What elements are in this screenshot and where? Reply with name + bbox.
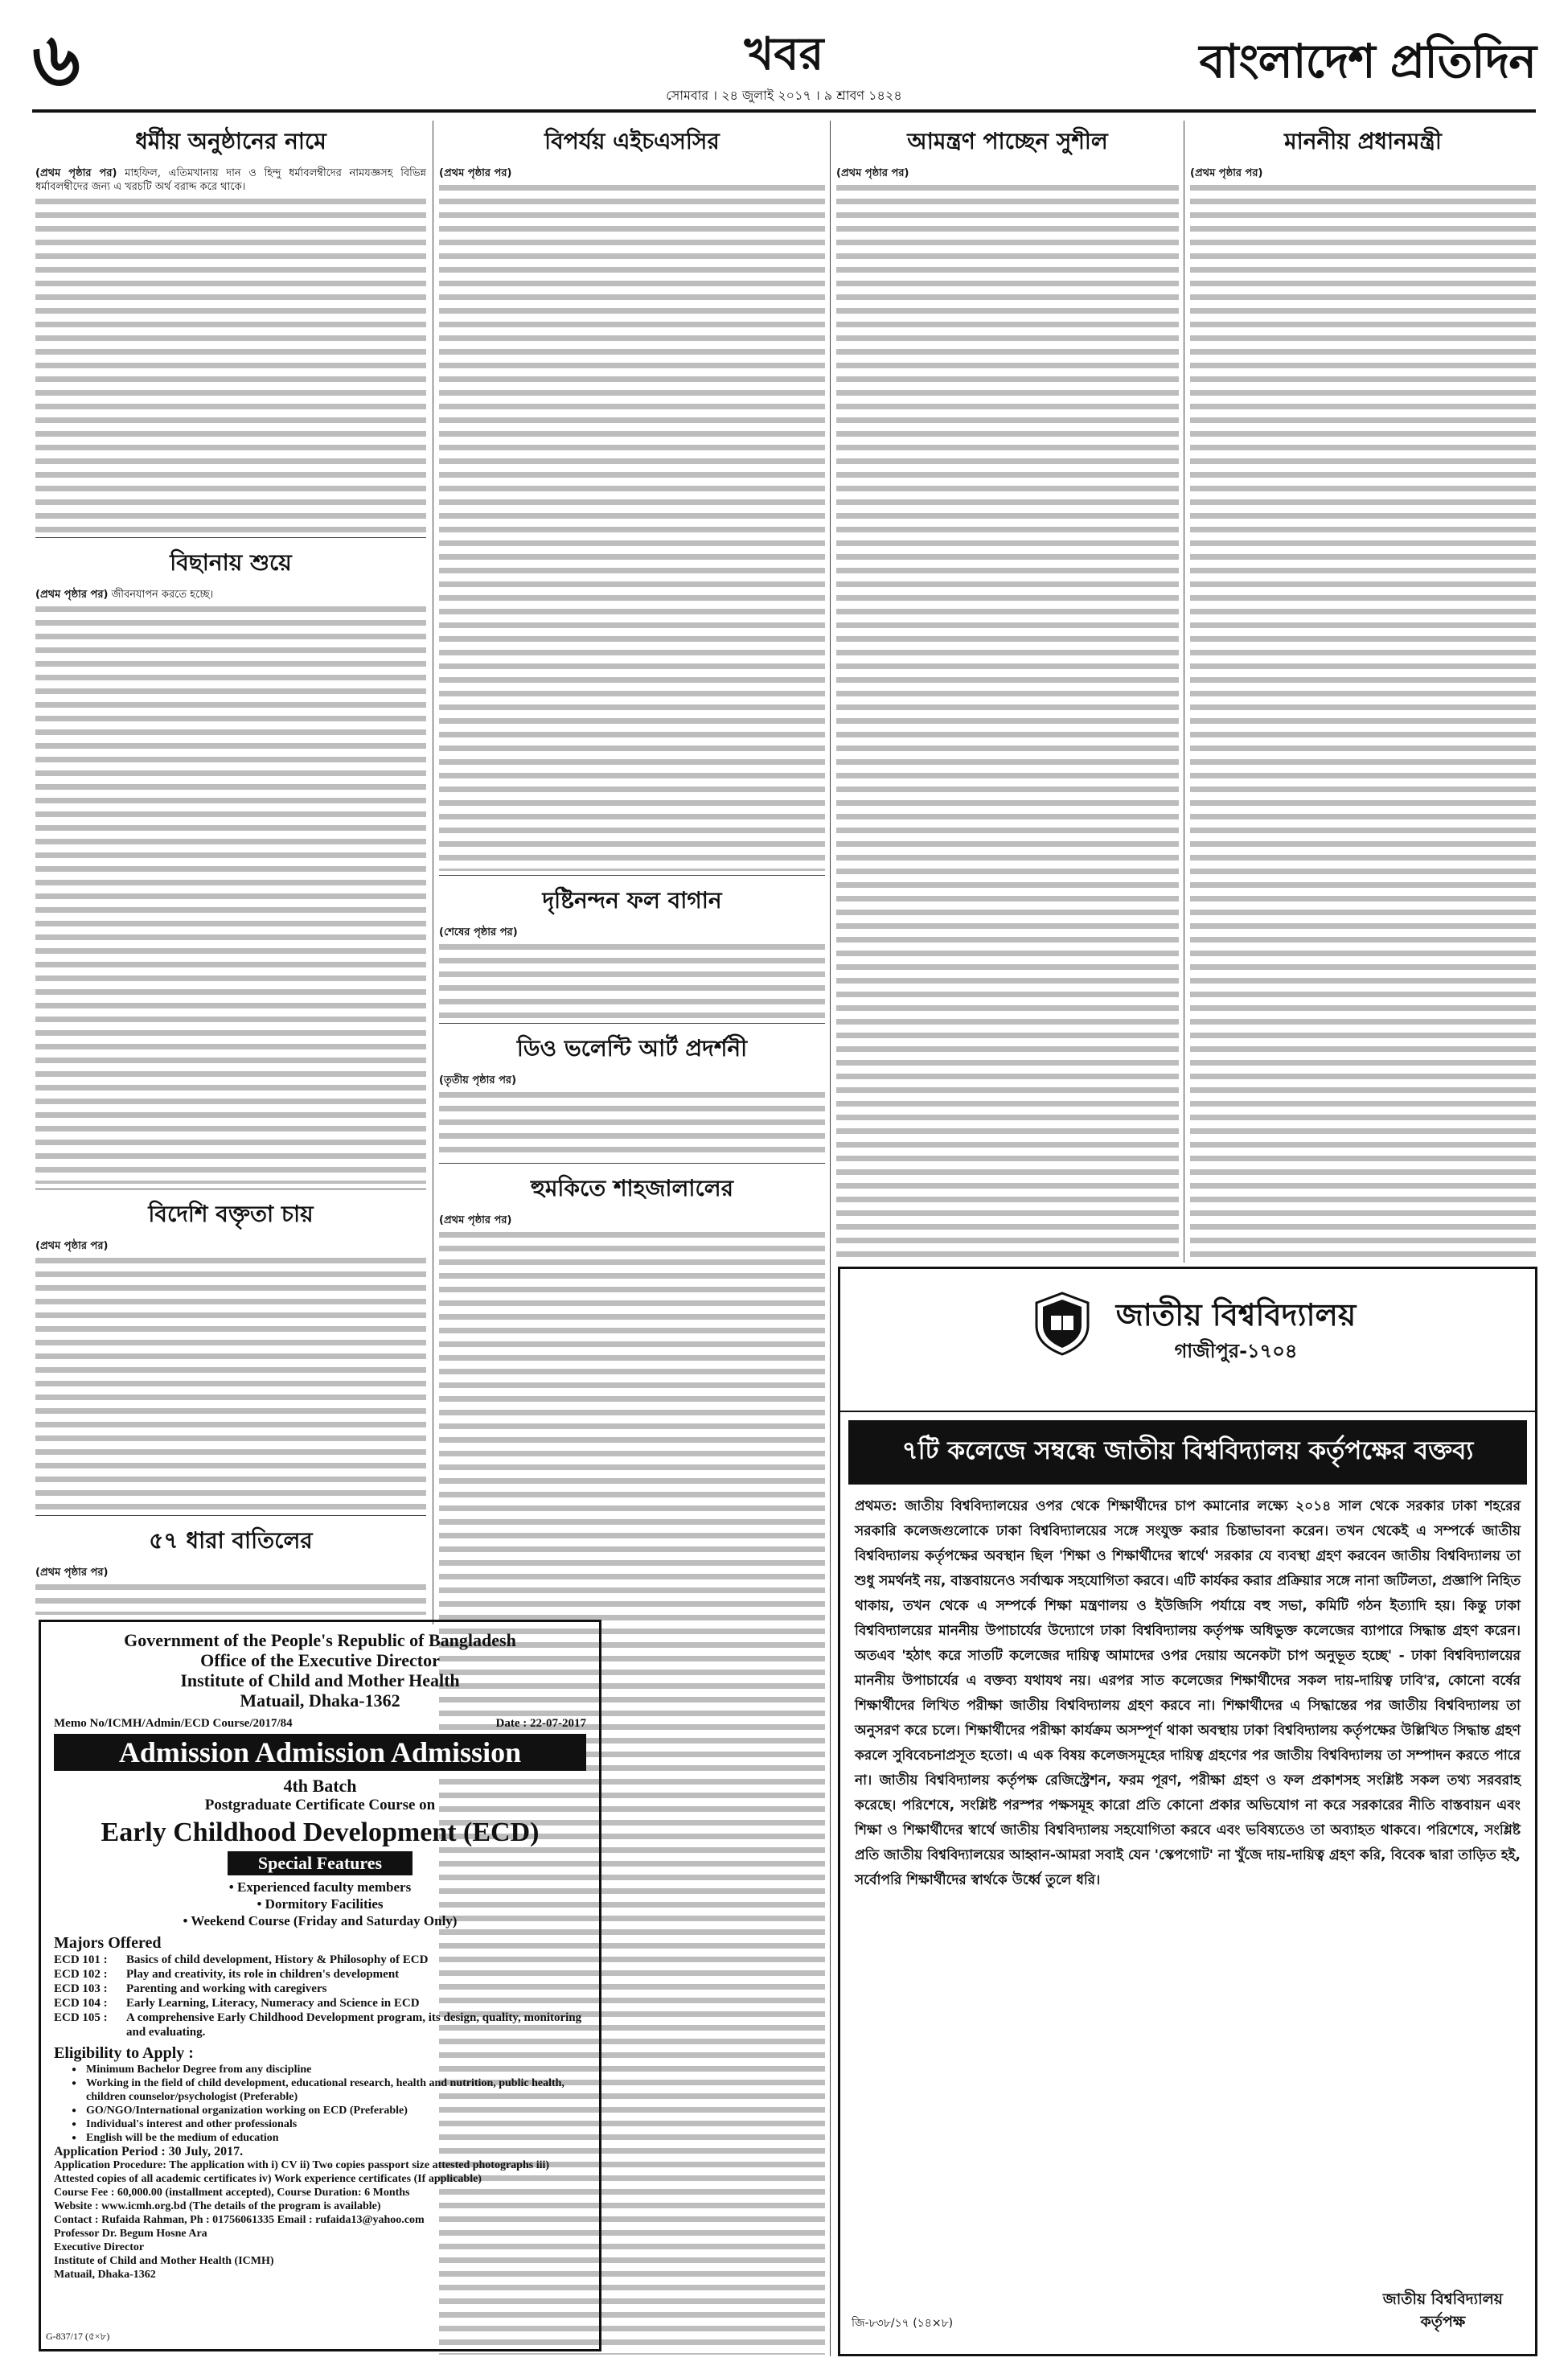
- headline: ডিও ভলেন্টি আর্ট প্রদর্শনী: [516, 1035, 748, 1062]
- ad-date: Date : 22-07-2017: [495, 1717, 586, 1730]
- ad-gov: Government of the People's Republic of Bangladesh: [124, 1630, 516, 1650]
- article-hsc: [439, 119, 825, 871]
- headline: হুমকিতে শাহজালালের: [530, 1175, 734, 1201]
- article-art: [439, 1026, 825, 1160]
- icmh-admission-ad: [39, 1620, 601, 2351]
- article-lead: (শেষের পৃষ্ঠার পর): [439, 926, 518, 939]
- article-lead: (প্রথম পৃষ্ঠার পর): [439, 1214, 512, 1226]
- article-lead: (প্রথম পৃষ্ঠার পর): [35, 1240, 109, 1252]
- body-text: [439, 1089, 825, 1160]
- newspaper-logo: বাংলাদেশ প্রতিদিন: [1199, 34, 1536, 88]
- ad-batch: 4th Batch: [283, 1776, 357, 1796]
- article-divider: [439, 1163, 825, 1164]
- ad-memo: Memo No/ICMH/Admin/ECD Course/2017/84: [54, 1717, 293, 1730]
- column-rule: [830, 121, 831, 2356]
- ad-program: Postgraduate Certificate Course on: [204, 1797, 436, 1813]
- university-location: গাজীপুর-১৭০৪: [1174, 1340, 1298, 1362]
- article-hospital: [35, 540, 426, 1184]
- article-lead: (প্রথম পৃষ্ঠার পর): [439, 167, 512, 179]
- ad-course: Early Childhood Development (ECD): [101, 1817, 540, 1847]
- university-name: জাতীয় বিশ্ববিদ্যালয়: [1115, 1297, 1357, 1333]
- body-text: [35, 603, 426, 1184]
- body-text: [439, 941, 825, 1020]
- ad-features-list: [54, 1879, 586, 1929]
- list-item: ● GO/NGO/International organization working on ECD (Preferable): [54, 2104, 586, 2117]
- article-intro: মাহফিল, এতিমখানায় দান ও হিন্দু ধর্মাবলম্বীদের নামযজ্ঞসহ বিভিন্ন ধর্মাবলম্বীদের জন্য এ খরচটি অর্থ বরাদ্দ করে থাকে।: [35, 167, 426, 193]
- list-item: ECD 101 : Basics of child development, History & Philosophy of ECD: [54, 1953, 429, 1966]
- article-lead: (প্রথম পৃষ্ঠার পর): [1190, 167, 1263, 179]
- issue-date: সোমবার । ২৪ জুলাই ২০১৭ । ৯ শ্রাবণ ১৪২৪: [666, 88, 902, 103]
- ad-special-features: Special Features: [228, 1851, 413, 1875]
- ad-website: Website : www.icmh.org.bd (The details of the program is available): [54, 2200, 381, 2212]
- notice-signature: জাতীয় বিশ্ববিদ্যালয় কর্তৃপক্ষ: [1382, 2290, 1503, 2331]
- notice-code: জি-৮৩৮/১৭ (১৪×৮): [852, 2317, 954, 2330]
- ad-fee: Course Fee : 60,000.00 (installment accepted), Course Duration: 6 Months: [54, 2187, 410, 2199]
- ad-contact: Contact : Rufaida Rahman, Ph : 01756061335 Email : rufaida13@yahoo.com: [54, 2214, 425, 2226]
- headline: বিদেশি বক্তৃতা চায়: [148, 1201, 314, 1227]
- list-item: ECD 104 : Early Learning, Literacy, Numeracy and Science in ECD: [54, 1997, 420, 2010]
- ad-address: Matuail, Dhaka-1362: [240, 1690, 400, 1711]
- ad-code: G-837/17 (৫×৮): [46, 2331, 110, 2342]
- article-lead: (প্রথম পৃষ্ঠার পর): [35, 589, 109, 601]
- article-section57: [35, 1518, 426, 1615]
- section-title: খবর: [744, 27, 824, 80]
- headline: ধর্মীয় অনুষ্ঠানের নামে: [135, 128, 326, 154]
- article-lead: (প্রথম পৃষ্ঠার পর): [35, 167, 117, 179]
- ad-period: Application Period : 30 July, 2017.: [54, 2145, 244, 2158]
- article-divider: [439, 1023, 825, 1024]
- national-university-notice: [838, 1267, 1537, 2356]
- article-lead: (তৃতীয় পৃষ্ঠার পর): [439, 1074, 517, 1086]
- list-item: • Dormitory Facilities: [257, 1896, 384, 1912]
- headline: আমন্ত্রণ পাচ্ছেন সুশীল: [907, 128, 1108, 154]
- ad-signer-org: Institute of Child and Mother Health (ICMH): [54, 2255, 274, 2267]
- article-divider: [35, 537, 426, 538]
- ad-institute: Institute of Child and Mother Health: [180, 1670, 460, 1690]
- ad-procedure: Application Procedure: The application with i) CV ii) Two copies passport size attested photographs iii) Attested copies of all academic certificates iv) Work experience certificates (If applicable): [54, 2159, 550, 2185]
- headline: দৃষ্টিনন্দন ফল বাগান: [542, 887, 722, 914]
- list-item: ECD 102 : Play and creativity, its role in children's development: [54, 1968, 400, 1981]
- ad-office: Office of the Executive Director: [200, 1650, 440, 1670]
- list-item: ● Minimum Bachelor Degree from any discipline: [54, 2063, 586, 2076]
- article-lead: (প্রথম পৃষ্ঠার পর): [35, 1567, 109, 1579]
- article-divider: [439, 875, 825, 876]
- ad-signer: Professor Dr. Begum Hosne Ara: [54, 2228, 207, 2240]
- article-pm: [1190, 119, 1536, 1259]
- notice-body: প্রথমত: জাতীয় বিশ্ববিদ্যালয়ের ওপর থেকে শিক্ষার্থীদের চাপ কমানোর লক্ষ্যে ২০১৪ সাল থেকে সরকার ঢাকা শহরের সরকারি কলেজগুলোকে ঢাকা বিশ্ববিদ্যালয়ের সঙ্গে সংযুক্ত করার চিন্তাভাবনা করেন। তখন থেকেই এ সম্পর্কে জাতীয় বিশ্ববিদ্যালয় কর্তৃপক্ষের অবস্থান ছিল 'শিক্ষা ও শিক্ষার্থীদের স্বার্থে' সরকার যে ব্যবস্থা গ্রহণ করবেন জাতীয় বিশ্ববিদ্যালয় তা শুধু সমর্থনই নয়, বাস্তবায়নেও সর্বাত্মক সহযোগিতা করবে। এটি কার্যকর করার প্রক্রিয়ার সঙ্গে নানা জটিলতা, প্রজ্ঞাপি নিহিত থাকায়, তখন থেকে এ সম্পর্কে শিক্ষা মন্ত্রণালয় ও ইউজিসি পর্যায়ে বহু সভা, কমিটি গঠন ইত্যাদি হয়। কিন্তু ঢাকা বিশ্ববিদ্যালয়ের মাননীয় উপাচার্যের উদ্যোগে ঢাকা বিশ্ববিদ্যালয় কর্তৃপক্ষ অধিভুক্ত কলেজের ব্যাপারে সিদ্ধান্ত গ্রহণ করেন। অতএব 'হঠাৎ করে সাতটি কলেজের দায়িত্ব আমাদের ওপর দেয়ায় অনেকটা চাপ অনুভূত হচ্ছে' - ঢাকা বিশ্ববিদ্যালয়ের মাননীয় উপাচার্যের এ বক্তব্য যথাযথ নয়। এরপর সাত কলেজের শিক্ষার্থীদের সকল দায়-দায়িত্ব ঢাবি'র, কোনো বর্ষের শিক্ষার্থীদের লিখিত পরীক্ষা জাতীয় বিশ্ববিদ্যালয় গ্রহণ করবে না। শিক্ষার্থীদের এ সিদ্ধান্তের পর জাতীয় বিশ্ববিদ্যালয় তা অনুসরণ করে চলে। শিক্ষার্থীদের পরীক্ষা কার্যক্রম অসম্পূর্ণ থাকা অবস্থায় ঢাকা বিশ্ববিদ্যালয় কর্তৃপক্ষের উল্লিখিত সিদ্ধান্ত গ্রহণ করলে সুবিবেচনাপ্রসূত হতো। এ এক বিষয় কলেজসমূহের দায়িত্ব গ্রহণের পর জাতীয় বিশ্ববিদ্যালয় তা সম্পাদন করতে পারে না। জাতীয় বিশ্ববিদ্যালয় কর্তৃপক্ষ রেজিস্ট্রেশন, ফরম পূরণ, পরীক্ষা গ্রহণ ও ফল প্রকাশসহ সংশ্লিষ্ট সকল তথ্য সরবরাহ করেছে। পরিশেষে, সংশ্লিষ্ট পরস্পর পক্ষসমূহ কারো প্রতি কোনো প্রকার অভিযোগ না করে সরকারের নীতি বাস্তবায়ন এবং শিক্ষা ও শিক্ষার্থীদের স্বার্থে জাতীয় বিশ্ববিদ্যালয় সহযোগিতা করবে এবং ভবিষ্যতেও তা অব্যাহত থাকবে। পরিশেষে, সংশ্লিষ্ট প্রতি জাতীয় বিশ্ববিদ্যালয়ের আহ্বান-আমরা সবাই যেন 'স্কেপগোট' না খুঁজে দায়-দায়িত্ব গ্রহণ করি, বিবেক দ্বারা তাড়িত হই, সর্বোপরি শিক্ষার্থীদের স্বার্থকে উর্ধ্বে তুলে ধরি।: [855, 1498, 1521, 1888]
- article-religious: [35, 119, 426, 533]
- ad-banner: Admission Admission Admission: [54, 1734, 586, 1771]
- list-item: ● English will be the medium of education: [54, 2131, 586, 2145]
- headline: বিছানায় শুয়ে: [170, 549, 292, 576]
- headline: মাননীয় প্রধানমন্ত্রী: [1284, 128, 1442, 154]
- article-lead: (প্রথম পৃষ্ঠার পর): [836, 167, 909, 179]
- body-text: [439, 182, 825, 871]
- body-text: [35, 1255, 426, 1514]
- ad-signer-address: Matuail, Dhaka-1362: [54, 2269, 156, 2281]
- list-item: ECD 105 : A comprehensive Early Childhood Development program, its design, quality, monitoring and evaluating.: [54, 2011, 582, 2039]
- notice-headline: ৭টি কলেজে সম্বন্ধে জাতীয় বিশ্ববিদ্যালয় কর্তৃপক্ষের বক্তব্য: [848, 1420, 1527, 1485]
- body-text: [35, 1581, 426, 1615]
- article-invitation: [836, 119, 1179, 1259]
- article-foreign: [35, 1192, 426, 1514]
- headline: বিপর্যয় এইচএসসির: [544, 128, 720, 154]
- list-item: ECD 103 : Parenting and working with caregivers: [54, 1982, 327, 1995]
- masthead: [32, 16, 1536, 113]
- headline: ৫৭ ধারা বাতিলের: [149, 1527, 313, 1554]
- list-item: • Weekend Course (Friday and Saturday Only): [183, 1913, 458, 1928]
- ad-majors-title: Majors Offered: [54, 1934, 162, 1952]
- ad-eligibility-title: Eligibility to Apply :: [54, 2044, 194, 2062]
- article-intro: জীবনযাপন করতে হচ্ছে।: [111, 589, 214, 601]
- body-text: [35, 195, 426, 533]
- page-number: ৬: [32, 17, 80, 103]
- article-garden: [439, 878, 825, 1020]
- article-divider: [35, 1515, 426, 1516]
- list-item: ● Working in the field of child development, educational research, health and nutrition, public health, children counselor/psychologist (Preferable): [54, 2076, 586, 2104]
- body-text: [1190, 182, 1536, 1259]
- list-item: ● Individual's interest and other professionals: [54, 2117, 586, 2131]
- body-text: [836, 182, 1179, 1259]
- list-item: • Experienced faculty members: [228, 1879, 412, 1895]
- ad-signer-title: Executive Director: [54, 2241, 145, 2253]
